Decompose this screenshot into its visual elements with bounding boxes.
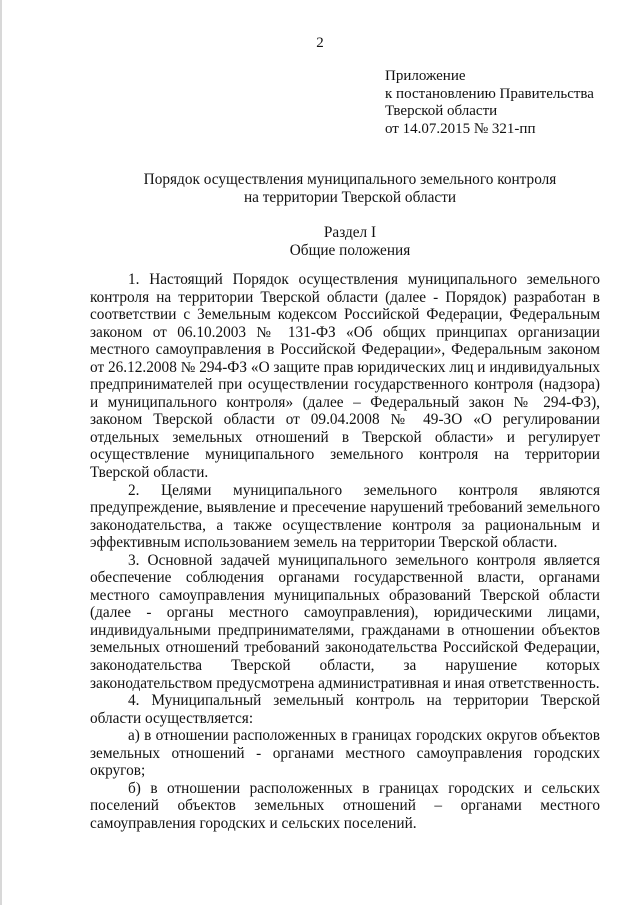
subparagraph-a: а) в отношении расположенных в границах городских округов объектов земельных отношений - органами местного самоуправления городских округов; [90, 727, 600, 780]
subparagraph-b: б) в отношении расположенных в границах городских и сельских поселений объектов земельных отношений – органами местного самоуправления городских и сельских поселений. [90, 779, 600, 832]
page-number: 2 [316, 35, 324, 51]
annex-line: Тверской области [385, 103, 498, 119]
document-title [60, 171, 640, 207]
annex-line: от 14.07.2015 № 321-пп [385, 120, 536, 137]
annex-line: к постановлению Правительства [385, 85, 594, 102]
section-name: Общие положения [289, 242, 411, 259]
paragraph-4: 4. Муниципальный земельный контроль на территории Тверской области осуществляется: [90, 692, 600, 727]
annex-line: Приложение [385, 68, 466, 84]
document-body [90, 271, 600, 833]
paragraph-2: 2. Целями муниципального земельного контроля являются предупреждение, выявление и пресечение нарушений требований земельного законодательства, а также осуществление контроля за рациональным и эффективным использованием земель на территории Тверской области. [90, 481, 600, 552]
annex-block [385, 68, 620, 138]
section-heading [60, 224, 640, 260]
section-number: Раздел I [323, 224, 377, 241]
title-line: на территории Тверской области [243, 189, 457, 206]
paragraph-1: 1. Настоящий Порядок осуществления муниципального земельного контроля на территории Тверской области (далее - Порядок) разработан в соответствии с Земельным кодексом Российской Федерации, Федеральным законом от 06.10.2003 № 131-ФЗ «Об общих принципах организации местного самоуправления в Российской Федерации», Федеральным законом от 26.12.2008 № 294-ФЗ «О защите прав юридических лиц и индивидуальных предпринимателей при осуществлении государственного контроля (надзора) и муниципального контроля» (далее – Федеральный закон № 294-ФЗ), законом Тверской области от 09.04.2008 № 49-ЗО «О регулировании отдельных земельных отношений в Тверской области» и регулирует осуществление муниципального земельного контроля на территории Тверской области. [90, 271, 600, 482]
page-edge [0, 0, 2, 905]
paragraph-3: 3. Основной задачей муниципального земельного контроля является обеспечение соблюдения органами государственной власти, органами местного самоуправления муниципальных образований Тверской области (далее - органы местного самоуправления), юридическими лицами, индивидуальными предпринимателями, гражданами в отношении объектов земельных отношений требований законодательства Российской Федерации, законодательства Тверской области, за нарушение которых законодательством предусмотрена административная и иная ответственность. [90, 551, 600, 692]
title-line: Порядок осуществления муниципального земельного контроля [143, 171, 557, 188]
